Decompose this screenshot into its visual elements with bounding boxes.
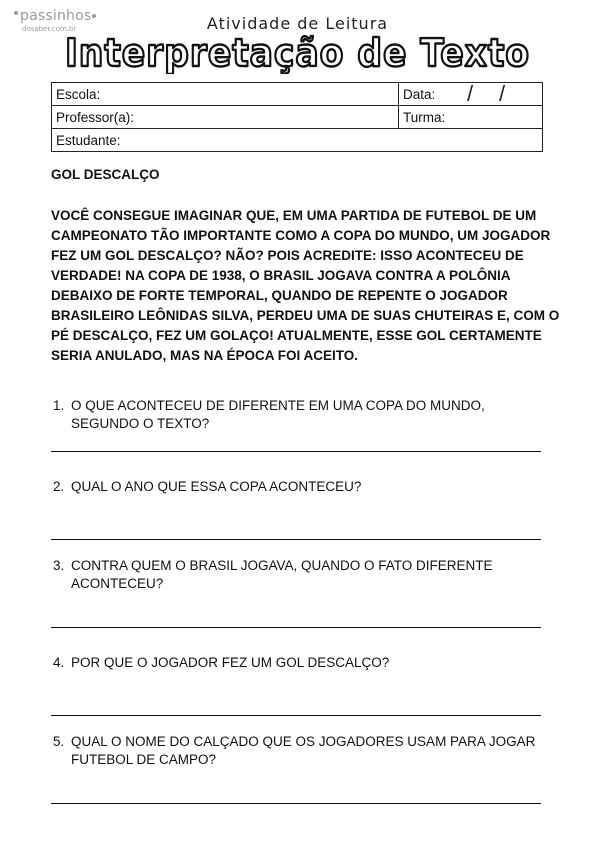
class-field[interactable]	[399, 106, 543, 129]
question-number: 3.	[53, 558, 65, 573]
logo-name: passinhos	[20, 8, 92, 24]
answer-line-4[interactable]	[51, 715, 541, 716]
question-number: 4.	[53, 655, 65, 670]
activity-title: Atividade de Leitura	[206, 14, 389, 33]
answer-line-3[interactable]	[51, 627, 541, 628]
teacher-label: Professor(a):	[56, 109, 135, 125]
question-text: CONTRA QUEM O BRASIL JOGAVA, QUANDO O FATO DIFERENTE ACONTECEU?	[71, 558, 493, 591]
date-label: Data:	[403, 86, 436, 102]
logo-site: dosaber.com.br	[22, 25, 77, 33]
answer-line-1[interactable]	[51, 451, 541, 452]
school-label: Escola:	[56, 86, 101, 102]
question-text: O QUE ACONTECEU DE DIFERENTE EM UMA COPA DO MUNDO, SEGUNDO O TEXTO?	[71, 398, 485, 431]
answer-line-5[interactable]	[51, 803, 541, 804]
student-label: Estudante:	[56, 132, 121, 148]
text-title: GOL DESCALÇO	[51, 167, 160, 182]
question-number: 5.	[53, 734, 65, 749]
date-separator: /	[467, 81, 474, 106]
teacher-field[interactable]	[52, 106, 399, 129]
question-2	[51, 478, 541, 496]
date-field[interactable]	[399, 83, 543, 106]
date-separator: /	[499, 81, 506, 106]
question-4	[51, 654, 541, 672]
question-text: QUAL O ANO QUE ESSA COPA ACONTECEU?	[71, 479, 362, 494]
story-text: VOCÊ CONSEGUE IMAGINAR QUE, EM UMA PARTIDA DE FUTEBOL DE UM CAMPEONATO TÃO IMPORTANTE COMO A COPA DO MUNDO, UM JOGADOR FEZ UM GOL DESCALÇO? NÃO? POIS ACREDITE: ISSO ACONTECEU DE VERDADE! NA COPA DE 1938, O BRASIL JOGAVA CONTRA A POLÔNIA DEBAIXO DE FORTE TEMPORAL, QUANDO DE REPENTE O JOGADOR BRASILEIRO LEÔNIDAS SILVA, PERDEU UMA DE SUAS CHUTEIRAS E, COM O PÉ DESCALÇO, FEZ UM GOLAÇO! ATUALMENTE, ESSE GOL CERTAMENTE SERIA ANULADO, MAS NA ÉPOCA FOI ACEITO.	[51, 208, 560, 363]
answer-line-2[interactable]	[51, 539, 541, 540]
question-number: 1.	[53, 398, 65, 413]
question-number: 2.	[53, 479, 65, 494]
question-3	[51, 557, 541, 593]
student-field[interactable]	[52, 129, 543, 152]
identification-form	[51, 82, 543, 152]
main-title-text: Interpretação de Texto	[65, 31, 530, 74]
question-1	[51, 397, 541, 433]
main-title	[60, 30, 535, 74]
question-5	[51, 733, 541, 769]
class-label: Turma:	[403, 109, 446, 125]
school-field[interactable]	[52, 83, 399, 106]
question-text: POR QUE O JOGADOR FEZ UM GOL DESCALÇO?	[71, 655, 390, 670]
question-text: QUAL O NOME DO CALÇADO QUE OS JOGADORES USAM PARA JOGAR FUTEBOL DE CAMPO?	[71, 734, 536, 767]
